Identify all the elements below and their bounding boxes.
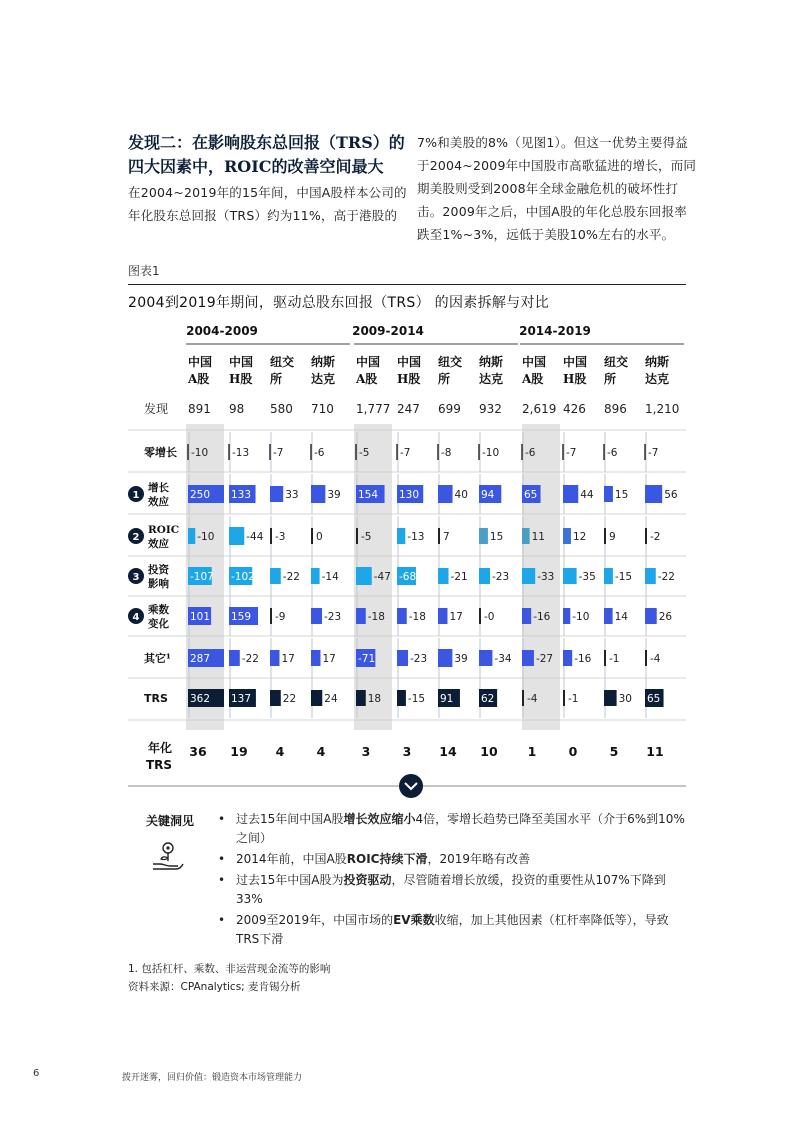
body-text-left: 在2004~2019年的15年间，中国A股样本公司的年化股东总回报（TRS）约为11%，高于港股的: [128, 185, 407, 223]
market-label: 纳斯: [311, 355, 336, 369]
bar-label: 44: [580, 489, 594, 501]
bar-label: 39: [327, 489, 341, 501]
bar-mark: [356, 528, 358, 544]
annual-trs-value: 10: [480, 744, 498, 759]
bar-label: -68: [399, 571, 417, 583]
bar-label: -10: [572, 611, 590, 623]
bar-label: -18: [367, 611, 385, 623]
market-label: A股: [188, 372, 210, 386]
market-label: 中国: [188, 355, 213, 369]
bar-mark: [522, 608, 531, 624]
bar-label: 137: [231, 693, 252, 705]
market-label: A股: [356, 372, 378, 386]
market-label: 所: [270, 372, 283, 386]
bar-label: -22: [282, 571, 300, 583]
bar-mark: [311, 608, 322, 624]
bar-label: -16: [533, 611, 551, 623]
bar-label: -21: [450, 571, 468, 583]
bar-label: -3: [275, 531, 286, 543]
market-label: 纽交: [270, 355, 295, 369]
bar-label: -10: [197, 531, 215, 543]
bar-mark: [522, 568, 535, 584]
bar-label: 17: [281, 653, 295, 665]
bar-mark: [522, 650, 534, 666]
bar-mark: [522, 690, 524, 706]
bar-mark: [645, 568, 656, 584]
bar-mark: [356, 567, 372, 585]
bar-label: 40: [454, 489, 468, 501]
annual-label: 年化: [148, 741, 173, 755]
bar-mark: [604, 650, 606, 666]
market-label: A股: [522, 372, 544, 386]
bar-label: 14: [614, 611, 628, 623]
bar-mark: [397, 650, 408, 666]
bar-mark: [563, 690, 565, 706]
annual-trs-value: 4: [275, 744, 285, 759]
bar-mark: [604, 528, 606, 544]
bar-label: 101: [190, 611, 211, 623]
bar-label: 65: [524, 489, 538, 501]
row-label: 效应: [148, 496, 169, 508]
bar-label: -6: [314, 447, 325, 459]
bar-label: 15: [489, 531, 504, 543]
bar-label: 7: [443, 531, 450, 543]
found-label: 发现: [144, 402, 169, 416]
bar-label: -34: [494, 653, 512, 665]
found-count: 247: [397, 402, 420, 416]
market-label: 中国: [397, 355, 422, 369]
bar-label: 26: [658, 611, 673, 623]
bar-label: -14: [321, 571, 339, 583]
bar-label: 130: [399, 489, 420, 501]
bar-label: -33: [537, 571, 555, 583]
bar-mark: [311, 690, 322, 706]
bar-label: -27: [535, 653, 554, 665]
bar-mark: [438, 485, 453, 503]
insight-item: • 2014年前，中国A股ROIC持续下滑，2019年略有改善: [218, 850, 688, 869]
period-header: 2004-2009: [186, 324, 258, 338]
bar-label: 0: [316, 531, 323, 543]
footer-text: 拨开迷雾，回归价值：锻造资本市场管理能力: [122, 1073, 303, 1083]
bar-mark: [645, 608, 657, 624]
period-header: 2014-2019: [519, 324, 591, 338]
bar-mark: [270, 568, 281, 584]
row-label: TRS: [144, 692, 168, 705]
bar-label: -15: [614, 571, 633, 583]
bar-label: -47: [373, 571, 391, 583]
bar-label: 17: [322, 653, 336, 665]
row-label: 零增长: [144, 446, 177, 459]
bar-label: -13: [232, 447, 250, 459]
market-label: 中国: [563, 355, 588, 369]
bar-label: -23: [410, 653, 428, 665]
bar-mark: [563, 608, 570, 624]
annual-trs-value: 3: [402, 744, 412, 759]
row-number: 4: [132, 612, 140, 623]
market-label: 纳斯: [479, 355, 504, 369]
found-count: 1,210: [645, 402, 680, 416]
bar-mark: [604, 486, 613, 502]
bar-label: 91: [440, 693, 454, 705]
bar-label: -7: [566, 447, 577, 459]
insights-list: [218, 810, 688, 951]
bar-label: -7: [400, 447, 411, 459]
annual-trs-value: 3: [361, 744, 371, 759]
bar-label: -9: [275, 611, 286, 623]
bar-mark: [522, 528, 530, 544]
bar-label: 9: [609, 531, 616, 543]
bar-mark: [563, 568, 577, 584]
bar-label: -1: [568, 693, 579, 705]
page-number: 6: [33, 1068, 40, 1079]
bar-mark: [311, 568, 320, 584]
bar-label: -23: [324, 611, 342, 623]
bar-mark: [438, 528, 440, 544]
bar-label: 24: [324, 693, 338, 705]
bar-label: -13: [407, 531, 425, 543]
market-label: 纽交: [438, 355, 463, 369]
bar-label: -15: [407, 693, 426, 705]
bar-label: 17: [449, 611, 463, 623]
bar-label: -107: [190, 571, 214, 583]
row-number: 2: [132, 532, 140, 543]
period-header: 2009-2014: [352, 324, 424, 338]
bar-label: -7: [648, 447, 659, 459]
bar-mark: [479, 528, 488, 544]
bar-label: 11: [531, 531, 546, 543]
market-label: 中国: [229, 355, 254, 369]
bar-mark: [356, 608, 366, 624]
bar-mark: [311, 528, 313, 544]
bar-label: -10: [482, 447, 500, 459]
chevron-badge: [399, 774, 423, 798]
insight-item: • 过去15年中国A股为投资驱动，尽管随着增长放缓，投资的重要性从107%下降到33%: [218, 871, 688, 909]
bar-mark: [645, 485, 662, 503]
annual-trs-value: 19: [230, 744, 248, 759]
found-count: 426: [563, 402, 586, 416]
bar-mark: [311, 485, 325, 503]
bar-label: -7: [273, 447, 284, 459]
bar-label: -5: [361, 531, 372, 543]
found-count: 98: [229, 402, 245, 416]
bar-label: 39: [454, 653, 468, 665]
bar-mark: [645, 650, 647, 666]
bar-label: 133: [231, 489, 252, 501]
found-count: 710: [311, 402, 334, 416]
bar-mark: [479, 568, 490, 584]
bar-mark: [645, 528, 647, 544]
found-count: 891: [188, 402, 211, 416]
bar-label: -0: [484, 611, 495, 623]
row-label: 投资: [148, 564, 169, 576]
market-label: 纳斯: [645, 355, 670, 369]
source-note: 资料来源：CPAnalytics; 麦肯锡分析: [128, 981, 301, 993]
bar-label: -1: [609, 653, 620, 665]
row-label: 变化: [148, 618, 169, 630]
bar-mark: [563, 528, 571, 544]
market-label: 所: [604, 372, 617, 386]
bar-mark: [604, 690, 617, 706]
found-count: 1,777: [356, 402, 391, 416]
bar-mark: [438, 608, 447, 624]
row-label: 其它¹: [144, 652, 171, 665]
annual-label: TRS: [146, 758, 173, 772]
bar-mark: [270, 650, 279, 666]
bar-label: -71: [358, 653, 376, 665]
body-text-right: 7%和美股的8%（见图1）。但这一优势主要得益于2004~2009年中国股市高歌猛进的增长，而同期美股则受到2008年全球金融危机的破坏性打击。2009年之后，中国A股的年化总股东回报率跌至1%~3%，远低于美股10%左右的水平。: [417, 135, 697, 242]
bar-mark: [270, 690, 281, 706]
insights-title: 关键洞见: [146, 814, 195, 828]
bar-label: 65: [647, 693, 661, 705]
bar-mark: [397, 608, 407, 624]
annual-trs-value: 36: [189, 744, 207, 759]
row-number: 1: [132, 490, 140, 501]
row-label: ROIC: [148, 524, 180, 536]
bar-label: 56: [664, 489, 678, 501]
section-heading: 发现二：在影响股东总回报（TRS）的四大因素中，ROIC的改善空间最大: [128, 133, 405, 176]
bar-label: -6: [525, 447, 536, 459]
bar-mark: [438, 568, 449, 584]
bar-label: 18: [367, 693, 382, 705]
bar-label: 15: [614, 489, 629, 501]
seedling-hand-icon: [150, 838, 186, 872]
row-label: 乘数: [148, 604, 169, 616]
market-label: H股: [563, 372, 587, 386]
bar-label: -44: [246, 531, 264, 543]
bar-mark: [563, 650, 572, 666]
bar-label: -22: [241, 653, 259, 665]
bar-mark: [397, 690, 406, 706]
bar-label: 94: [481, 489, 495, 501]
bar-label: 250: [190, 489, 211, 501]
bar-label: 362: [190, 693, 211, 705]
bar-mark: [229, 527, 244, 545]
bar-label: -22: [657, 571, 675, 583]
market-label: 所: [438, 372, 451, 386]
bar-mark: [479, 608, 481, 624]
market-label: 中国: [522, 355, 547, 369]
bar-label: -102: [231, 571, 255, 583]
bar-label: -5: [359, 447, 370, 459]
bar-mark: [270, 528, 272, 544]
bar-label: -4: [650, 653, 661, 665]
bar-label: -23: [492, 571, 510, 583]
bar-label: -6: [607, 447, 618, 459]
market-label: 达克: [645, 372, 670, 386]
bar-label: -18: [408, 611, 426, 623]
annual-trs-value: 0: [568, 744, 578, 759]
bar-label: 154: [358, 489, 379, 501]
insight-item: • 2009至2019年，中国市场的EV乘数收缩，加上其他因素（杠杆率降低等），导致TRS下滑: [218, 911, 688, 949]
bar-label: 22: [282, 693, 297, 705]
found-count: 896: [604, 402, 627, 416]
annual-trs-value: 4: [316, 744, 326, 759]
insight-item: • 过去15年间中国A股增长效应缩小4倍，零增长趋势已降至美国水平（介于6%到10%之间）: [218, 810, 688, 848]
market-label: 纽交: [604, 355, 629, 369]
found-count: 580: [270, 402, 293, 416]
bar-mark: [270, 486, 283, 502]
bar-mark: [604, 608, 613, 624]
annual-trs-value: 14: [439, 744, 457, 759]
market-label: 达克: [311, 372, 336, 386]
bar-mark: [229, 650, 240, 666]
bar-mark: [188, 528, 195, 544]
bar-mark: [479, 650, 492, 666]
bar-label: -35: [578, 571, 596, 583]
bar-label: 12: [572, 531, 587, 543]
market-label: 中国: [356, 355, 381, 369]
found-count: 2,619: [522, 402, 557, 416]
figure-label: 图表1: [128, 264, 160, 278]
bar-label: 62: [481, 693, 495, 705]
footnote-1: 1. 包括杠杆、乘数、非运营现金流等的影响: [128, 963, 331, 975]
footnotes: [128, 960, 330, 996]
bar-mark: [438, 649, 452, 667]
bar-mark: [356, 690, 366, 706]
bar-label: 159: [231, 611, 252, 623]
bar-label: -8: [441, 447, 452, 459]
bar-label: -2: [650, 531, 661, 543]
bar-mark: [563, 485, 578, 503]
bar-mark: [270, 608, 272, 624]
found-count: 699: [438, 402, 461, 416]
bar-mark: [311, 650, 320, 666]
bar-label: -10: [191, 447, 209, 459]
bar-label: -16: [574, 653, 592, 665]
market-label: H股: [397, 372, 421, 386]
bar-mark: [604, 568, 613, 584]
found-count: 932: [479, 402, 502, 416]
bar-label: -4: [527, 693, 538, 705]
bar-mark: [397, 528, 405, 544]
row-label: 增长: [148, 482, 169, 494]
market-label: H股: [229, 372, 253, 386]
bar-label: 33: [285, 489, 299, 501]
annual-trs-value: 5: [609, 744, 619, 759]
annual-trs-value: 1: [527, 744, 537, 759]
annual-trs-value: 11: [646, 744, 664, 759]
row-number: 3: [132, 572, 140, 583]
chart-title: 2004到2019年期间，驱动总股东回报（TRS） 的因素拆解与对比: [128, 295, 550, 311]
bar-label: 30: [618, 693, 632, 705]
row-label: 影响: [148, 578, 169, 590]
market-label: 达克: [479, 372, 504, 386]
bar-label: 287: [190, 653, 211, 665]
row-label: 效应: [148, 538, 169, 550]
